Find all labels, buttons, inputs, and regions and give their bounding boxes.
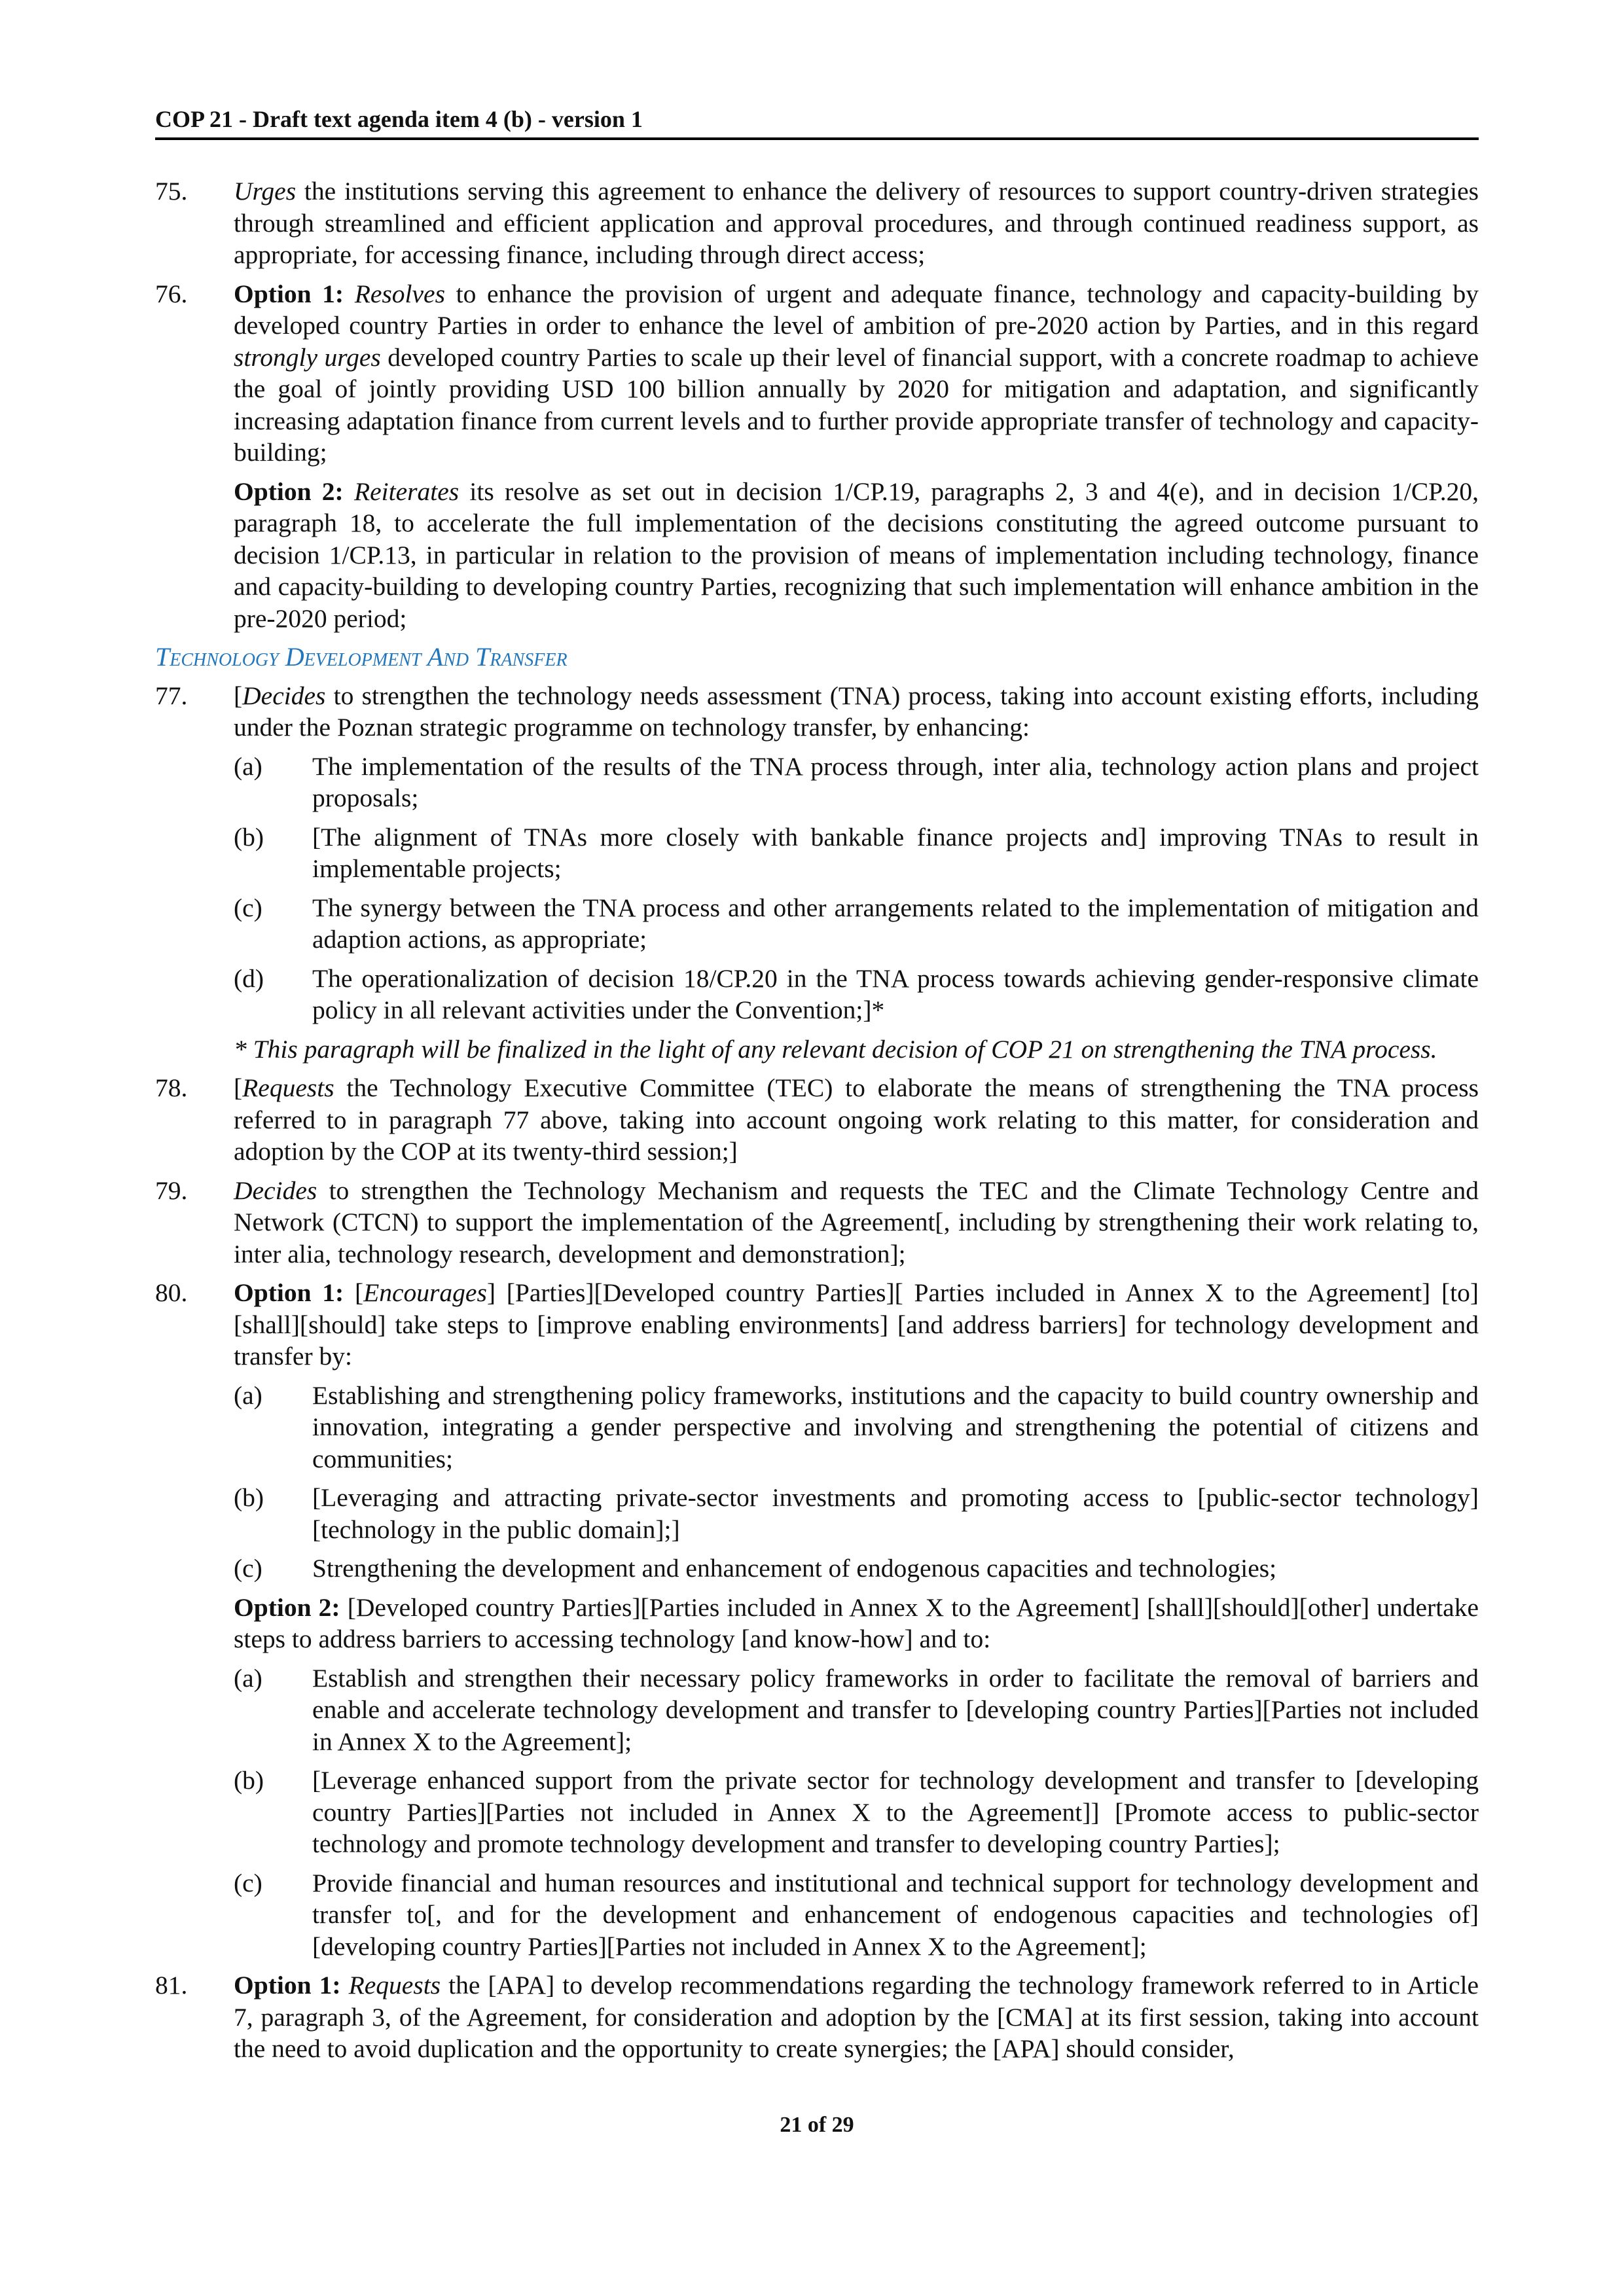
header-title: COP 21 - Draft text agenda item 4 (b) - version 1 xyxy=(155,106,643,132)
subparagraph-label: (b) xyxy=(234,1766,264,1795)
subparagraph xyxy=(155,963,1479,1026)
subparagraph xyxy=(155,1765,1479,1860)
subparagraph xyxy=(155,751,1479,814)
paragraph-number: 75. xyxy=(155,177,188,206)
paragraph-number: 78. xyxy=(155,1073,188,1102)
operative-verb: Resolves xyxy=(354,279,445,308)
subparagraph-text: Strengthening the development and enhancement of endogenous capacities and technologies; xyxy=(312,1554,1277,1583)
paragraph-number: 79. xyxy=(155,1175,188,1205)
subparagraph-text: [Leverage enhanced support from the private sector for technology development and transfer to [developing country Parties][Parties not included in Annex X to the Agreement]] [Promote access to public-sector technology and promote technology development and transfer to developing country Parties]; xyxy=(312,1766,1479,1858)
subparagraph-text: The operationalization of decision 18/CP.20 in the TNA process towards achieving gender-responsive climate policy in all relevant activities under the Convention;]* xyxy=(312,963,1479,1024)
operative-verb: Encourages xyxy=(363,1278,487,1307)
subparagraph-text: Provide financial and human resources and institutional and technical support for technology development and transfer to[, and for the development and enhancement of endogenous capacities and technologies of] [developing country Parties][Parties not included in Annex X to the Agreement]; xyxy=(312,1868,1479,1961)
paragraph-76-option-1 xyxy=(155,278,1479,469)
paragraph-number: 77. xyxy=(155,681,188,710)
emphasis-text: strongly urges xyxy=(234,342,381,372)
paragraph-79 xyxy=(155,1175,1479,1270)
paragraph-text: ] [Parties][Developed country Parties][ Parties included in Annex X to the Agreement] [to][shall][should] take steps to [improve enabling environments] [and address barriers] for technology development and transfer by: xyxy=(234,1278,1479,1371)
paragraph-78 xyxy=(155,1072,1479,1168)
subparagraph xyxy=(155,1380,1479,1475)
subparagraph xyxy=(155,1867,1479,1963)
operative-verb: Urges xyxy=(234,177,297,206)
operative-verb: Requests xyxy=(348,1971,441,2000)
paragraph-76-option-2 xyxy=(155,476,1479,635)
subparagraph-label: (b) xyxy=(234,822,264,852)
paragraph-number: 76. xyxy=(155,279,188,308)
section-heading: Technology Development And Transfer xyxy=(155,642,568,672)
paragraph-75 xyxy=(155,175,1479,271)
page-header xyxy=(155,105,1479,134)
subparagraph-label: (a) xyxy=(234,1380,262,1410)
page-number: 21 of 29 xyxy=(780,2113,854,2137)
subparagraph-label: (d) xyxy=(234,963,264,993)
paragraph-text: the institutions serving this agreement to enhance the delivery of resources to support country-driven strategies through streamlined and efficient application and approval procedures, and through continued readiness support, as appropriate, for accessing finance, including through direct access; xyxy=(234,177,1479,269)
option-label: Option 2: xyxy=(234,1592,340,1622)
bracket: [ xyxy=(234,681,243,710)
paragraph-80-option-2 xyxy=(155,1592,1479,1655)
paragraph-text: to strengthen the Technology Mechanism and requests the TEC and the Climate Technology Centre and Network (CTCN) to support the implementation of the Agreement[, including by strengthening their work relating to, inter alia, technology research, development and demonstration]; xyxy=(234,1175,1479,1268)
paragraph-text: [Developed country Parties][Parties included in Annex X to the Agreement] [shall][should][other] undertake steps to address barriers to accessing technology [and know-how] and to: xyxy=(234,1592,1479,1653)
subparagraph-label: (c) xyxy=(234,1868,262,1897)
subparagraph-label: (b) xyxy=(234,1483,264,1512)
paragraph-81-option-1 xyxy=(155,1969,1479,2065)
paragraph-number: 81. xyxy=(155,1971,188,2000)
subparagraph-text: Establishing and strengthening policy frameworks, institutions and the capacity to build country ownership and innovation, integrating a gender perspective and involving and strengthening the potential of citizens and communities; xyxy=(312,1380,1479,1473)
option-label: Option 1: xyxy=(234,1278,344,1307)
subparagraph-text: [Leveraging and attracting private-sector investments and promoting access to [public-sector technology][technology in the public domain];] xyxy=(312,1483,1479,1544)
subparagraph-text: The implementation of the results of the TNA process through, inter alia, technology action plans and project proposals; xyxy=(312,751,1479,812)
paragraph-text: the [APA] to develop recommendations regarding the technology framework referred to in Article 7, paragraph 3, of the Agreement, for consideration and adoption by the [CMA] at its first session, taking into account the need to avoid duplication and the opportunity to create synergies; the [APA] should consider, xyxy=(234,1971,1479,2063)
option-label: Option 1: xyxy=(234,1971,341,2000)
subparagraph xyxy=(155,1662,1479,1758)
subparagraph xyxy=(155,821,1479,885)
option-label: Option 2: xyxy=(234,476,344,506)
paragraph-77 xyxy=(155,680,1479,744)
paragraph-text: developed country Parties to scale up their level of financial support, with a concrete roadmap to achieve the goal of jointly providing USD 100 billion annually by 2020 for mitigation and adaptation, and significantly increasing adaptation finance from current levels and to further provide appropriate transfer of technology and capacity-building; xyxy=(234,342,1479,467)
paragraph-text: the Technology Executive Committee (TEC) to elaborate the means of strengthening the TNA process referred to in paragraph 77 above, taking into account ongoing work relating to this matter, for consideration and adoption by the COP at its twenty-third session;] xyxy=(234,1073,1479,1166)
subparagraph-text: [The alignment of TNAs more closely with bankable finance projects and] improving TNAs to result in implementable projects; xyxy=(312,822,1479,883)
footnote-note: * This paragraph will be finalized in the light of any relevant decision of COP 21 on strengthening the TNA process. xyxy=(234,1034,1437,1064)
operative-verb: Decides xyxy=(242,681,326,710)
subparagraph-label: (c) xyxy=(234,1554,262,1583)
subparagraph-text: The synergy between the TNA process and other arrangements related to the implementation of mitigation and adaption actions, as appropriate; xyxy=(312,893,1479,954)
header-divider xyxy=(155,137,1479,140)
operative-verb: Reiterates xyxy=(353,476,460,506)
subparagraph xyxy=(155,892,1479,956)
paragraph-number: 80. xyxy=(155,1278,188,1307)
operative-verb: Requests xyxy=(242,1073,334,1102)
subparagraph-label: (c) xyxy=(234,893,262,922)
option-label: Option 1: xyxy=(234,279,344,308)
bracket: [ xyxy=(344,1278,364,1307)
paragraph-text: its resolve as set out in decision 1/CP.19, paragraphs 2, 3 and 4(e), and in decision 1/CP.20, paragraph 18, to accelerate the full implementation of the decisions constituting the agreed outcome pursuant to decision 1/CP.13, in particular in relation to the provision of means of implementation including technology, finance and capacity-building to developing country Parties, recognizing that such implementation will enhance ambition in the pre-2020 period; xyxy=(234,476,1479,633)
paragraph-text: to enhance the provision of urgent and adequate finance, technology and capacity-building by developed country Parties in order to enhance the level of ambition of pre-2020 action by Parties, and in this regard xyxy=(234,279,1479,340)
subparagraph-text: Establish and strengthen their necessary policy frameworks in order to facilitate the removal of barriers and enable and accelerate technology development and transfer to [developing country Parties][Parties not included in Annex X to the Agreement]; xyxy=(312,1663,1479,1756)
subparagraph xyxy=(155,1552,1479,1585)
bracket: [ xyxy=(234,1073,243,1102)
paragraph-80-option-1 xyxy=(155,1277,1479,1372)
paragraph-text: to strengthen the technology needs assessment (TNA) process, taking into account existing efforts, including under the Poznan strategic programme on technology transfer, by enhancing: xyxy=(234,681,1479,742)
subparagraph-label: (a) xyxy=(234,1663,262,1693)
document-body xyxy=(155,175,1479,2072)
subparagraph-label: (a) xyxy=(234,751,262,781)
operative-verb: Decides xyxy=(234,1175,317,1205)
subparagraph xyxy=(155,1482,1479,1545)
